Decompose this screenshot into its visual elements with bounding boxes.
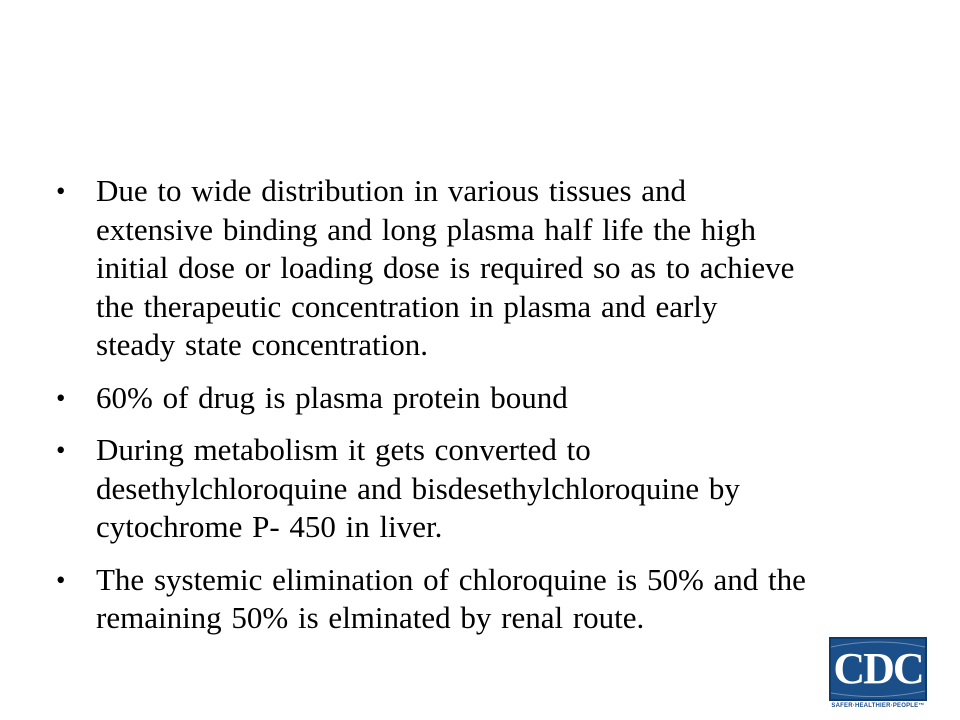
bullet-line: The systemic elimination of chloroquine is 50% and the	[96, 561, 806, 597]
bullet-line: Due to wide distribution in various tissues and	[96, 173, 687, 208]
bullet-line: 60% of drug is plasma protein bound	[96, 379, 568, 415]
bullet-line: cytochrome P- 450 in liver.	[96, 509, 443, 544]
bullet-line: extensive binding and long plasma half life the high	[96, 211, 756, 247]
bullet-list	[56, 172, 926, 652]
logo-tagline: SAFER·HEALTHIER·PEOPLE™	[831, 703, 925, 709]
bullet-item	[56, 431, 926, 547]
bullet-item	[56, 561, 926, 638]
bullet-item	[56, 379, 926, 418]
bullet-marker: •	[56, 435, 66, 465]
bullet-line: During metabolism it gets converted to	[96, 432, 591, 467]
bullet-marker: •	[56, 176, 66, 206]
bullet-line: remaining 50% is elminated by renal route.	[96, 600, 645, 635]
bullet-line: desethylchloroquine and bisdesethylchloroquine by	[96, 470, 740, 506]
logo-badge	[829, 637, 927, 701]
cdc-logo	[829, 637, 927, 713]
bullet-line: initial dose or loading dose is required so as to achieve	[96, 250, 795, 285]
logo-text: CDC	[833, 644, 923, 693]
bullet-marker: •	[56, 382, 66, 413]
bullet-item	[56, 172, 926, 365]
bullet-line: steady state concentration.	[96, 327, 428, 362]
bullet-line: the therapeutic concentration in plasma and early	[96, 288, 718, 324]
bullet-marker: •	[56, 564, 66, 595]
